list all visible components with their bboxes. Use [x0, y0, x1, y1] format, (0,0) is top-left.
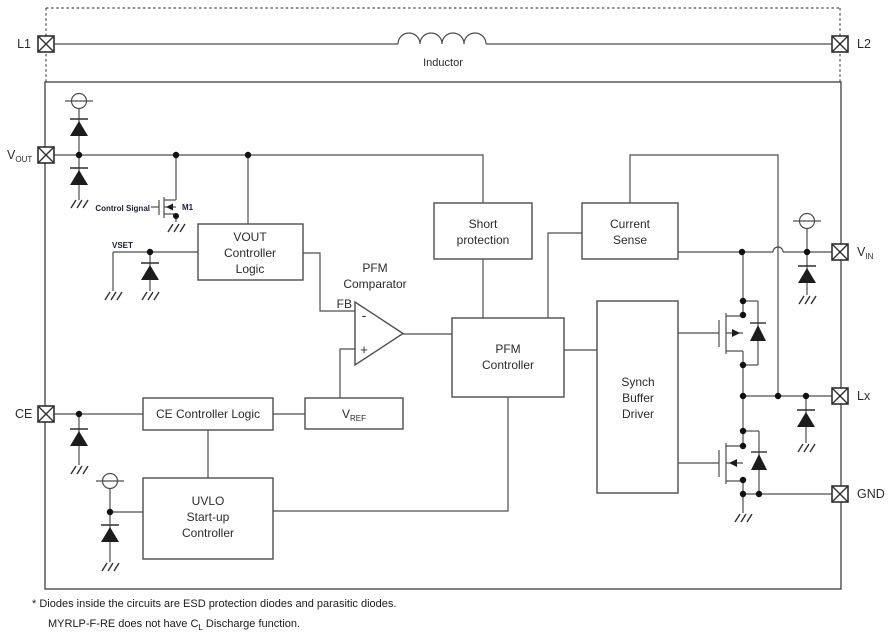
pin-lx [832, 388, 848, 404]
pfm-controller-label-2: Controller [481, 358, 535, 372]
pin-gnd [832, 486, 848, 502]
pin-label-gnd: GND [857, 487, 885, 501]
ce-logic-label: CE Controller Logic [155, 407, 261, 421]
uvlo-label-3: Controller [181, 526, 235, 540]
synch-driver-label-1: Synch [621, 375, 655, 389]
pin-label-lx: Lx [857, 389, 871, 403]
vout-logic-label-1: VOUT [233, 230, 267, 244]
uvlo-label-2: Start-up [186, 510, 230, 524]
uvlo-label-1: UVLO [191, 494, 225, 508]
pin-label-vin: $V_{IN}$ [857, 245, 874, 261]
vout-logic-label-2: Controller [223, 246, 277, 260]
pin-vout [38, 147, 54, 163]
pin-l2 [832, 36, 848, 52]
current-sense-label-1: Current [609, 217, 651, 231]
block-current-sense [582, 203, 678, 259]
pin-ce [38, 406, 54, 422]
pin-label-l2: L2 [857, 37, 871, 51]
dotted-loop [46, 8, 840, 82]
footnote-line1: * Diodes inside the circuits are ESD protection diodes and parasitic diodes. [32, 598, 397, 610]
inductor-symbol [398, 33, 486, 44]
pin-label-ce: CE [15, 407, 33, 421]
vref-label: $V_{REF}$ [342, 407, 367, 423]
synch-driver-label-3: Driver [622, 407, 654, 421]
fb-label: FB [336, 297, 352, 311]
synch-driver-label-2: Buffer [622, 391, 654, 405]
pin-label-vout: $V_{OUT}$ [7, 148, 33, 164]
inductor-branch [46, 33, 840, 44]
inductor-label: Inductor [423, 57, 463, 69]
m1-label: M1 [182, 203, 194, 212]
pin-l1 [38, 36, 54, 52]
footnote-line2: MYRLP-F-RE does not have $C_L$ Discharge function. [48, 618, 301, 632]
current-sense-label-2: Sense [612, 233, 648, 247]
pfm-comparator-title-2: Comparator [343, 277, 407, 291]
block-short-protection [434, 203, 532, 259]
short-protection-label-2: protection [456, 233, 510, 247]
pfm-controller-label-1: PFM [495, 342, 521, 356]
vset-label: VSET [112, 241, 133, 250]
control-signal-label: Control Signal [95, 204, 150, 213]
comparator-plus: + [360, 342, 368, 357]
pin-vin [832, 244, 848, 260]
vout-logic-label-3: Logic [235, 262, 265, 276]
short-protection-label-1: Short [468, 217, 498, 231]
pin-label-l1: L1 [17, 37, 31, 51]
comparator-minus: - [361, 307, 367, 323]
pfm-comparator-title-1: PFM [362, 261, 388, 275]
